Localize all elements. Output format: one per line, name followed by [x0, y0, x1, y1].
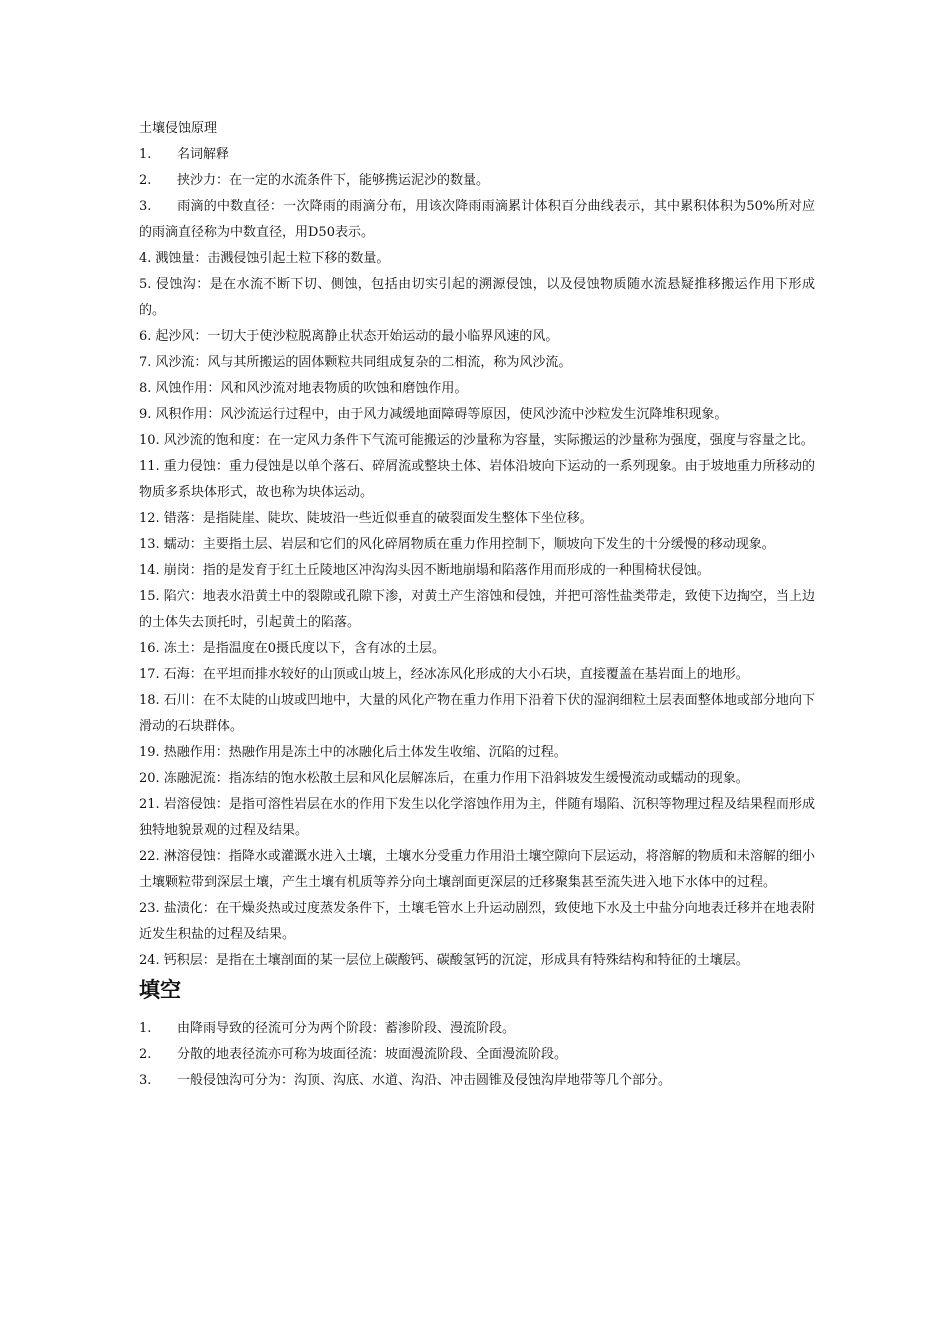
- item-number: 1.: [139, 1021, 152, 1036]
- item-number: 8.: [139, 381, 152, 396]
- list-item: [139, 740, 815, 766]
- item-text: 雨滴的中数直径：一次降雨的雨滴分布，用该次降雨雨滴累计体积百分曲线表示，其中累积体积为50%所对应的雨滴直径称为中数直径，用D50表示。: [139, 199, 815, 240]
- item-text: 钙积层：是指在土壤剖面的某一层位上碳酸钙、碳酸氢钙的沉淀，形成具有特殊结构和特征的土壤层。: [163, 953, 749, 968]
- list-item: [139, 194, 815, 246]
- item-number: 15.: [139, 589, 160, 604]
- document-title: 土壤侵蚀原理: [139, 121, 218, 136]
- list-item: [139, 662, 815, 688]
- list-item: [139, 402, 815, 428]
- item-text: 崩岗：指的是发育于红土丘陵地区冲沟沟头因不断地崩塌和陷落作用而形成的一种围椅状侵蚀。: [163, 563, 710, 578]
- item-number: 13.: [139, 537, 160, 552]
- item-text: 石川：在不太陡的山坡或凹地中，大量的风化产物在重力作用下沿着下伏的湿润细粒土层表面整体地或部分地向下滑动的石块群体。: [139, 693, 815, 734]
- item-text: 风沙流：风与其所搬运的固体颗粒共同组成复杂的二相流，称为风沙流。: [155, 355, 572, 370]
- list-item: [139, 1042, 815, 1068]
- list-item: [139, 896, 815, 948]
- item-text: 岩溶侵蚀：是指可溶性岩层在水的作用下发生以化学溶蚀作用为主，伴随有塌陷、沉积等物理过程及结果程而形成独特地貌景观的过程及结果。: [139, 797, 815, 838]
- item-number: 7.: [139, 355, 152, 370]
- item-number: 19.: [139, 745, 160, 760]
- item-text: 蠕动：主要指土层、岩层和它们的风化碎屑物质在重力作用控制下，顺坡向下发生的十分缓慢的移动现象。: [163, 537, 775, 552]
- item-text: 起沙风：一切大于使沙粒脱离静止状态开始运动的最小临界风速的风。: [155, 329, 559, 344]
- item-number: 14.: [139, 563, 160, 578]
- list-item: [139, 688, 815, 740]
- item-text: 热融作用：热融作用是冻土中的冰融化后土体发生收缩、沉陷的过程。: [163, 745, 567, 760]
- fill-list: [139, 1016, 815, 1094]
- item-number: 6.: [139, 329, 152, 344]
- definitions-list: [139, 142, 815, 974]
- list-item: [139, 844, 815, 896]
- list-item: [139, 350, 815, 376]
- item-text: 陷穴：地表水沿黄土中的裂隙或孔隙下渗，对黄土产生溶蚀和侵蚀，并把可溶性盐类带走，致使下边掏空，当上边的土体失去顶托时，引起黄土的陷落。: [139, 589, 815, 630]
- item-number: 20.: [139, 771, 160, 786]
- item-number: 16.: [139, 641, 160, 656]
- list-item: [139, 168, 815, 194]
- list-item: [139, 948, 815, 974]
- item-text: 溅蚀量：击溅侵蚀引起土粒下移的数量。: [155, 251, 390, 266]
- item-number: 23.: [139, 901, 160, 916]
- item-number: 22.: [139, 849, 160, 864]
- item-text: 重力侵蚀：重力侵蚀是以单个落石、碎屑流或整块土体、岩体沿坡向下运动的一系列现象。由于坡地重力所移动的物质多系块体形式，故也称为块体运动。: [139, 459, 815, 500]
- list-item: [139, 506, 815, 532]
- list-item: [139, 142, 815, 168]
- item-text: 名词解释: [177, 147, 230, 162]
- list-item: [139, 1016, 815, 1042]
- list-item: [139, 324, 815, 350]
- list-item: [139, 558, 815, 584]
- item-text: 淋溶侵蚀：指降水或灌溉水进入土壤，土壤水分受重力作用沿土壤空隙向下层运动，将溶解的物质和未溶解的细小土壤颗粒带到深层土壤，产生土壤有机质等养分向土壤剖面更深层的迁移聚集甚至流失进入地下水体中的过程。: [139, 849, 815, 890]
- list-item: [139, 792, 815, 844]
- item-text: 侵蚀沟：是在水流不断下切、侧蚀，包括由切实引起的溯源侵蚀，以及侵蚀物质随水流悬疑推移搬运作用下形成的。: [139, 277, 815, 318]
- item-number: 9.: [139, 407, 152, 422]
- item-number: 2.: [139, 173, 152, 188]
- item-number: 3.: [139, 1073, 152, 1088]
- section-heading: 填空: [139, 978, 181, 1002]
- item-text: 风蚀作用：风和风沙流对地表物质的吹蚀和磨蚀作用。: [155, 381, 468, 396]
- item-number: 5.: [139, 277, 152, 292]
- item-text: 风积作用：风沙流运行过程中，由于风力减缓地面障碍等原因，使风沙流中沙粒发生沉降堆积现象。: [155, 407, 728, 422]
- item-number: 3.: [139, 199, 152, 214]
- list-item: [139, 766, 815, 792]
- list-item: [139, 532, 815, 558]
- item-text: 挟沙力：在一定的水流条件下，能够携运泥沙的数量。: [177, 173, 490, 188]
- item-text: 错落：是指陡崖、陡坎、陡坡沿一些近似垂直的破裂面发生整体下坐位移。: [163, 511, 593, 526]
- list-item: [139, 1068, 815, 1094]
- item-text: 分散的地表径流亦可称为坡面径流：坡面漫流阶段、全面漫流阶段。: [177, 1047, 568, 1062]
- item-text: 石海：在平坦而排水较好的山顶或山坡上，经冰冻风化形成的大小石块，直接覆盖在基岩面上的地形。: [163, 667, 749, 682]
- item-text: 盐渍化：在干燥炎热或过度蒸发条件下，土壤毛管水上升运动剧烈，致使地下水及土中盐分向地表迁移并在地表附近发生积盐的过程及结果。: [139, 901, 815, 942]
- item-number: 24.: [139, 953, 160, 968]
- item-number: 18.: [139, 693, 160, 708]
- item-number: 2.: [139, 1047, 152, 1062]
- item-number: 1.: [139, 147, 152, 162]
- list-item: [139, 428, 815, 454]
- item-number: 17.: [139, 667, 160, 682]
- list-item: [139, 272, 815, 324]
- list-item: [139, 454, 815, 506]
- list-item: [139, 584, 815, 636]
- item-number: 4.: [139, 251, 152, 266]
- list-item: [139, 636, 815, 662]
- item-text: 风沙流的饱和度：在一定风力条件下气流可能搬运的沙量称为容量，实际搬运的沙量称为强度，强度与容量之比。: [163, 433, 814, 448]
- item-number: 11.: [139, 459, 160, 474]
- item-number: 21.: [139, 797, 160, 812]
- item-text: 由降雨导致的径流可分为两个阶段：蓄渗阶段、漫流阶段。: [177, 1021, 516, 1036]
- document-page: [139, 116, 815, 1094]
- item-number: 10.: [139, 433, 160, 448]
- list-item: [139, 246, 815, 272]
- item-text: 冻融泥流：指冻结的饱水松散土层和风化层解冻后，在重力作用下沿斜坡发生缓慢流动或蠕动的现象。: [163, 771, 749, 786]
- list-item: [139, 376, 815, 402]
- item-text: 一般侵蚀沟可分为：沟顶、沟底、水道、沟沿、冲击圆锥及侵蚀沟岸地带等几个部分。: [177, 1073, 672, 1088]
- item-number: 12.: [139, 511, 160, 526]
- item-text: 冻土：是指温度在0摄氏度以下，含有冰的土层。: [163, 641, 445, 656]
